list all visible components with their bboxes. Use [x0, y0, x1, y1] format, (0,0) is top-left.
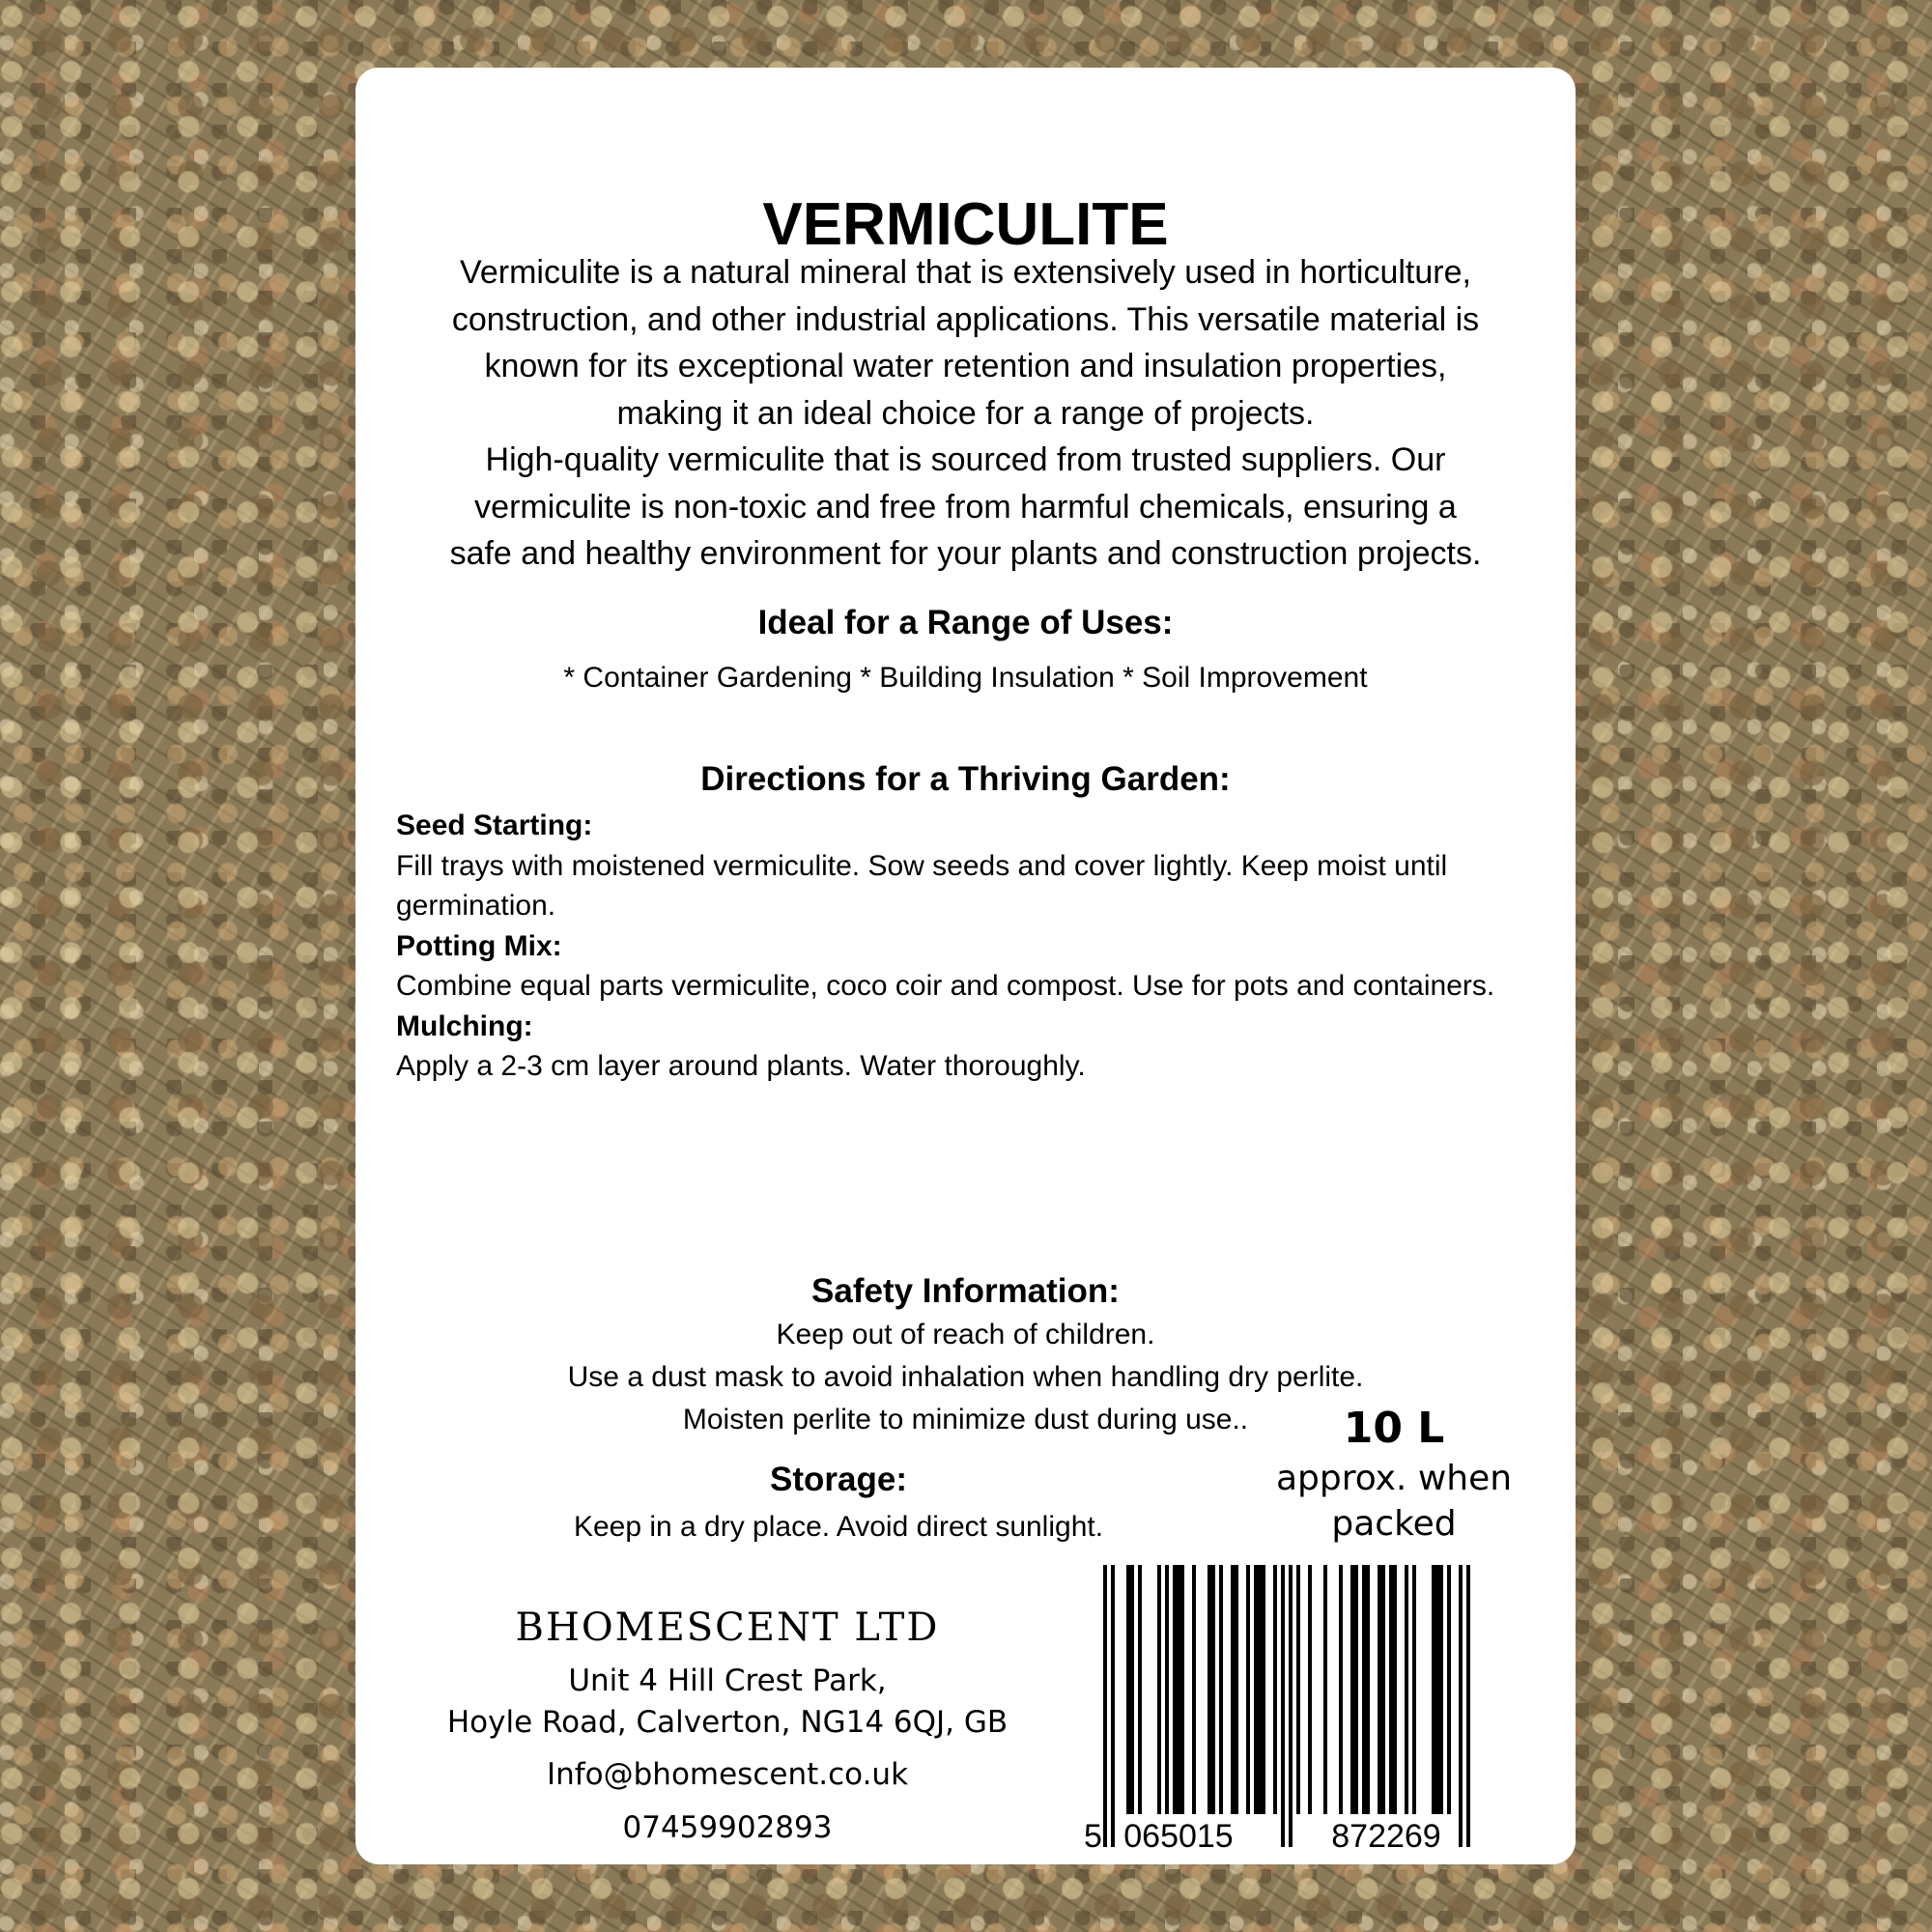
barcode-bar	[1138, 1565, 1142, 1814]
barcode-bar	[1296, 1565, 1300, 1814]
barcode-bar	[1211, 1565, 1215, 1814]
company-address-line1: Unit 4 Hill Crest Park,	[568, 1663, 887, 1698]
barcode	[1080, 1565, 1486, 1855]
barcode-bar	[1432, 1565, 1435, 1814]
description-line: known for its exceptional water retention and insulation properties,	[484, 348, 1447, 384]
barcode-bar	[1389, 1565, 1393, 1814]
description-line: Vermiculite is a natural mineral that is extensively used in horticulture,	[460, 254, 1471, 291]
safety-line: Moisten perlite to minimize dust during use..	[682, 1404, 1249, 1435]
barcode-bar	[1354, 1565, 1358, 1814]
description-line: safe and healthy environment for your plants and construction projects.	[449, 535, 1482, 572]
step-heading-seed-starting: Seed Starting:	[396, 810, 593, 841]
barcode-first-digit: 5	[1084, 1818, 1102, 1855]
step-text-mulching: Apply a 2-3 cm layer around plants. Water thoroughly.	[396, 1050, 1086, 1082]
barcode-bar	[1350, 1565, 1354, 1814]
barcode-guard-bar	[1466, 1565, 1470, 1847]
barcode-bar	[1366, 1565, 1370, 1814]
barcode-bar	[1180, 1565, 1184, 1814]
barcode-bar	[1323, 1565, 1327, 1814]
barcode-bar	[1447, 1565, 1451, 1814]
description-line: making it an ideal choice for a range of projects.	[616, 394, 1315, 432]
barcode-left-digits: 065015	[1123, 1818, 1234, 1855]
description-line: vermiculite is non-toxic and free from harmful chemicals, ensuring a	[474, 488, 1457, 526]
barcode-bar	[1381, 1565, 1385, 1814]
description-line: High-quality vermiculite that is sourced from trusted suppliers. Our	[485, 441, 1446, 478]
barcode-guard-bar	[1281, 1565, 1285, 1847]
directions-heading: Directions for a Thriving Garden:	[700, 760, 1231, 798]
barcode-bar	[1339, 1565, 1343, 1814]
barcode-bar	[1435, 1565, 1439, 1814]
barcode-bar	[1378, 1565, 1381, 1814]
barcode-bar	[1246, 1565, 1250, 1814]
barcode-bar	[1362, 1565, 1366, 1814]
storage-heading: Storage:	[770, 1461, 907, 1498]
storage-text: Keep in a dry place. Avoid direct sunlight.	[573, 1511, 1104, 1543]
product-title: VERMICULITE	[762, 191, 1169, 258]
safety-line: Use a dust mask to avoid inhalation when handling dry perlite.	[567, 1361, 1364, 1393]
barcode-bar	[1439, 1565, 1443, 1814]
barcode-bar	[1405, 1565, 1408, 1814]
barcode-bar	[1192, 1565, 1196, 1814]
product-description	[394, 249, 1537, 578]
barcode-bar	[1258, 1565, 1262, 1814]
step-heading-mulching: Mulching:	[396, 1009, 533, 1042]
safety-line: Keep out of reach of children.	[776, 1319, 1155, 1350]
description-line: construction, and other industrial applications. This versatile material is	[451, 300, 1480, 338]
step-text-seed-starting: Fill trays with moistened vermiculite. Sow seeds and cover lightly. Keep moist until germination.	[396, 849, 1448, 922]
barcode-bar	[1130, 1565, 1134, 1814]
barcode-guard-bar	[1103, 1565, 1107, 1847]
barcode-bar	[1177, 1565, 1180, 1814]
barcode-right-digits: 872269	[1331, 1818, 1441, 1855]
uses-list: * Container Gardening * Building Insulation * Soil Improvement	[563, 662, 1368, 694]
barcode-bars	[1103, 1565, 1470, 1847]
uses-heading: Ideal for a Range of Uses:	[757, 604, 1174, 641]
barcode-bar	[1173, 1565, 1177, 1814]
barcode-bar	[1393, 1565, 1397, 1814]
barcode-bar	[1208, 1565, 1211, 1814]
volume-note: approx. when packed	[1275, 1459, 1513, 1544]
volume-amount: 10 L	[1343, 1404, 1445, 1453]
barcode-bar	[1412, 1565, 1416, 1814]
barcode-bar	[1308, 1565, 1312, 1814]
barcode-guard-bar	[1289, 1565, 1293, 1847]
step-heading-potting-mix: Potting Mix:	[396, 929, 562, 962]
company-phone: 07459902893	[622, 1810, 833, 1845]
barcode-guard-bar	[1111, 1565, 1115, 1847]
product-label	[355, 68, 1576, 1864]
barcode-guard-bar	[1459, 1565, 1463, 1847]
barcode-bar	[1219, 1565, 1223, 1814]
barcode-bar	[1157, 1565, 1161, 1814]
barcode-bar	[1273, 1565, 1277, 1814]
safety-heading: Safety Information:	[811, 1272, 1120, 1310]
barcode-bar	[1126, 1565, 1130, 1814]
barcode-bar	[1262, 1565, 1265, 1814]
barcode-bar	[1235, 1565, 1238, 1814]
barcode-bar	[1254, 1565, 1258, 1814]
barcode-bar	[1165, 1565, 1169, 1814]
barcode-bar	[1231, 1565, 1235, 1814]
directions-list	[396, 806, 1507, 1087]
company-address-line2: Hoyle Road, Calverton, NG14 6QJ, GB	[446, 1705, 1009, 1740]
barcode-graphic	[1080, 1565, 1486, 1855]
company-email: Info@bhomescent.co.uk	[546, 1757, 909, 1792]
step-text-potting-mix: Combine equal parts vermiculite, coco coir and compost. Use for pots and containers.	[396, 970, 1495, 1002]
company-name: BHOMESCENT LTD	[515, 1605, 940, 1650]
